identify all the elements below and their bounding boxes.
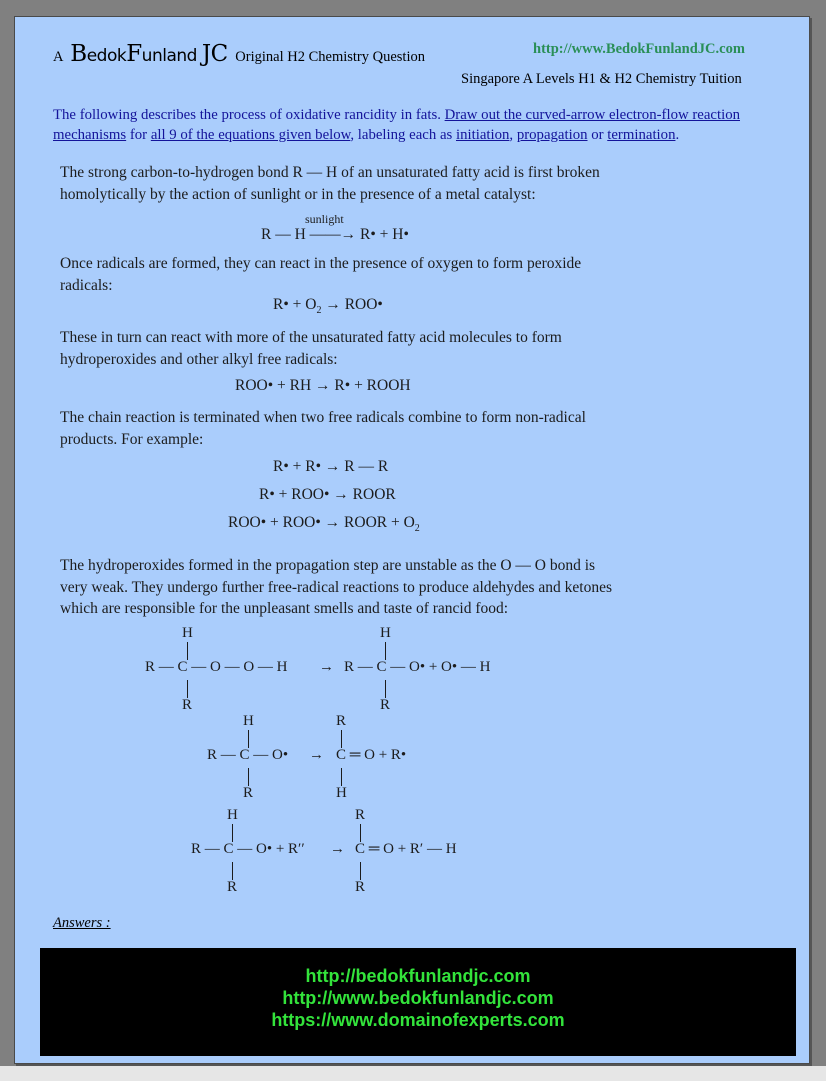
- eq1-condition: sunlight: [305, 212, 344, 226]
- paragraph-peroxide: Once radicals are formed, they can react in the presence of oxygen to form peroxide radicals:: [60, 255, 582, 294]
- paragraph-propagation: These in turn can react with more of the unsaturated fatty acid molecules to form hydroperoxides and other alkyl free radicals:: [60, 329, 562, 368]
- equation-6: ROO• + ROO• → ROOR + $O_2$: [228, 514, 420, 535]
- equation-1: R — H ——→ R• + H•: [261, 226, 409, 243]
- header-title-text: Original H2 Chemistry Question: [235, 49, 425, 65]
- brand-logo: BedokFunland JC: [70, 41, 228, 67]
- equation-3: ROO• + RH → R• + ROOH: [235, 377, 411, 394]
- paragraph-hydroperoxides: The hydroperoxides formed in the propagation step are unstable as the O — O bond is very weak. They undergo further free-radical reactions to produce aldehydes and ketones which are responsible for the unpleasant smells and taste of rancid food:: [60, 557, 613, 617]
- paragraph-initiation: The strong carbon-to-hydrogen bond R — H of an unsaturated fatty acid is first broken homolytically by the action of sunlight or in the presence of a metal catalyst:: [60, 164, 600, 203]
- footer-link-3[interactable]: https://www.domainofexperts.com: [271, 1010, 565, 1030]
- equation-5: R• + ROO• → ROOR: [259, 486, 396, 503]
- header-title: [53, 41, 425, 67]
- viewer-bottom-bar: [0, 1066, 826, 1081]
- header-subtitle: Singapore A Levels H1 & H2 Chemistry Tuition: [461, 71, 742, 87]
- question-intro: The following describes the process of oxidative rancidity in fats. Draw out the curved-arrow electron-flow reaction mechanisms for all 9 of the equations given below, labeling each as initiation, propagation or termination.: [53, 107, 740, 143]
- footer-links-box: [40, 948, 796, 1056]
- equation-4: R• + R• → R — R: [273, 458, 389, 475]
- document-page: A BedokFunland JC Original H2 Chemistry Question http://www.BedokFunlandJC.com Singapore A Levels H1 & H2 Chemistry Tuition The following describes the process of oxidative rancidity in fats. Draw out the curved-arrow electron-flow reaction mechanisms for all 9 of the equations given below, labeling each as initiation, propagation or termination. The strong carbon-to-hydrogen bond R — H of an unsaturated fatty acid is first broken homolytically by the action of sunlight or in the presence of a metal catalyst: sunlight R — H ——→ R• + H• Once radicals are formed, they can react in the presence of oxygen to form peroxide radicals: R• + $O_2$ → ROO• These in turn can react with more of the unsaturated fatty acid molecules to form hydroperoxides and other alkyl free radicals: ROO• + RH → R• + ROOH The chain reaction is terminated when two free radicals combine to form non-radical products. For example: R• + R• → R — R R• + ROO• → ROOR ROO• + ROO• → ROOR + $O_2$ The hydroperoxides formed in the propagation step are unstable as the O — O bond is very weak. They undergo further free-radical reactions to produce aldehydes and ketones which are responsible for the unpleasant smells and taste of rancid food: H R — C — O — O — H R → H R — C — O• + O• — H R H R — C — O• R → R C ═ O + R• H H R — C — O• + R′′ R → R C ═ O + R′ — H R Answers : http://bedokfunlandjc.com http://www.bedokfunlandjc.com https://www.domainofexperts.com: [14, 16, 810, 1064]
- header-url[interactable]: http://www.BedokFunlandJC.com: [533, 41, 745, 57]
- answers-label: Answers :: [53, 915, 111, 931]
- footer-link-2[interactable]: http://www.bedokfunlandjc.com: [282, 988, 554, 1008]
- header-prefix: A: [53, 49, 63, 65]
- footer-link-1[interactable]: http://bedokfunlandjc.com: [305, 966, 531, 986]
- equation-2: R• + $O_2$ → ROO•: [273, 296, 383, 317]
- paragraph-termination: The chain reaction is terminated when two free radicals combine to form non-radical products. For example:: [60, 409, 586, 448]
